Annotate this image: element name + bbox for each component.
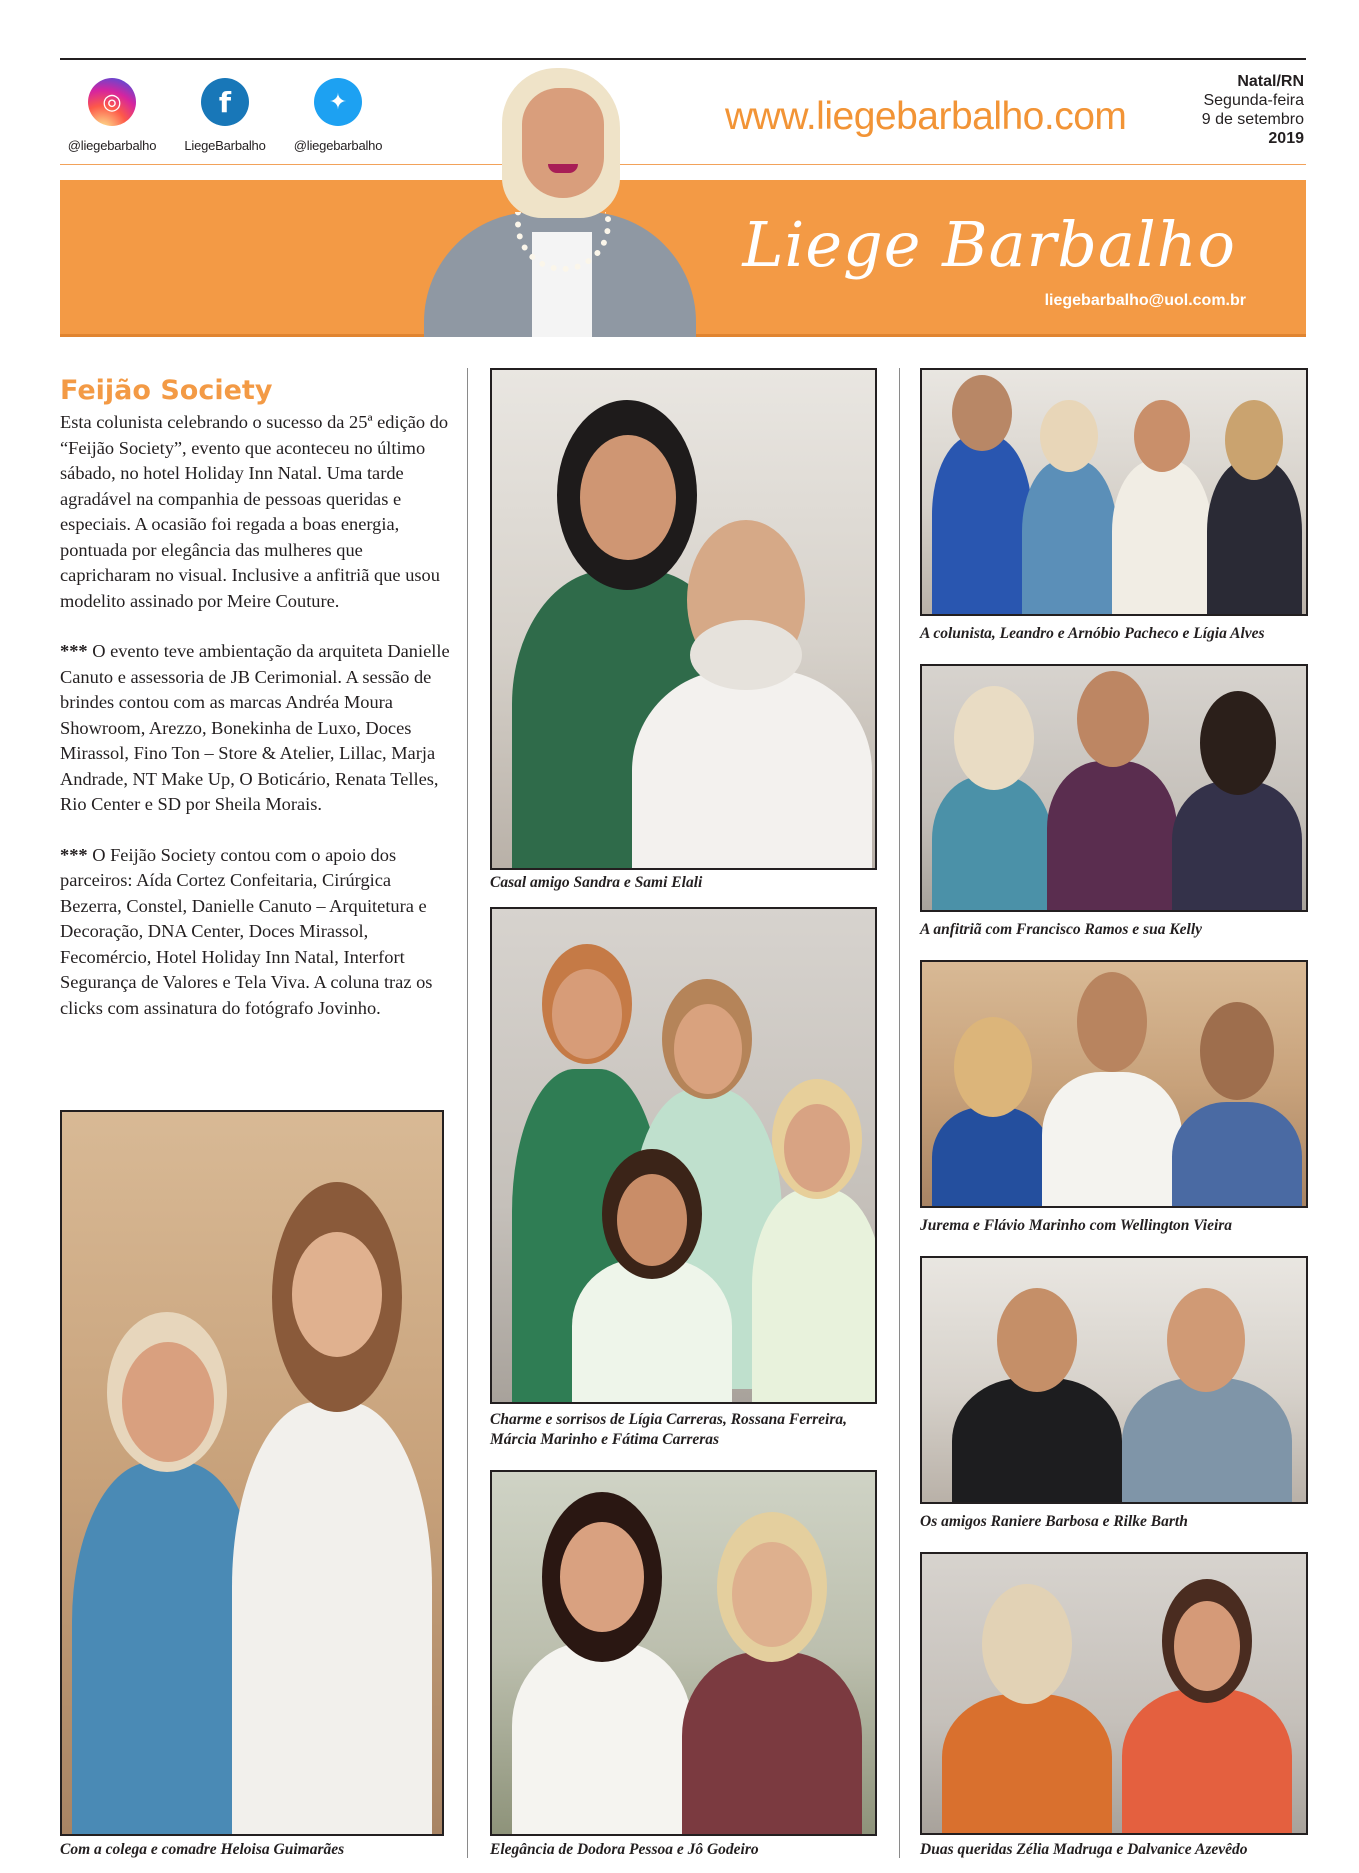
caption-raniere: Os amigos Raniere Barbosa e Rilke Barth bbox=[920, 1513, 1188, 1530]
photo-jurema bbox=[920, 960, 1308, 1208]
photo-charme bbox=[490, 907, 877, 1404]
caption-dodora: Elegância de Dodora Pessoa e Jô Godeiro bbox=[490, 1841, 759, 1858]
caption-jurema: Jurema e Flávio Marinho com Wellington Vieira bbox=[920, 1217, 1233, 1234]
caption-charme: Charme e sorrisos de Lígia Carreras, Rossana Ferreira, Márcia Marinho e Fátima Carreras bbox=[490, 1411, 847, 1448]
photo-colunista bbox=[920, 368, 1308, 616]
photo-dodora bbox=[490, 1470, 877, 1836]
article-paragraph: Esta colunista celebrando o sucesso da 25ª edição do “Feijão Society”, evento que aconteceu no último sábado, no hotel Holiday Inn Natal. Uma tarde agradável na companhia de pessoas queridas e especiais. A ocasião foi regada a boas energia, pontuada por elegância das mulheres que capricharam no visual. Inclusive a anfitriã que usou modelito assinado por Meire Couture. bbox=[60, 412, 449, 611]
instagram-link[interactable] bbox=[52, 78, 172, 153]
stars-marker: *** bbox=[60, 844, 88, 865]
photo-zelia bbox=[920, 1552, 1308, 1835]
caption-heloisa: Com a colega e comadre Heloisa Guimarães bbox=[60, 1841, 345, 1858]
article-paragraph: *** O evento teve ambientação da arquiteta Danielle Canuto e assessoria de JB Cerimonial. A sessão de brindes contou com as marcas Andréa Moura Showroom, Arezzo, Bonekinha de Luxo, Doces Mirassol, Fino Ton – Store & Atelier, Lillac, Marja Andrade, NT Make Up, O Boticário, Renata Telles, Rio Center e SD por Sheila Morais. bbox=[60, 641, 450, 814]
instagram-icon: ◎ bbox=[88, 78, 136, 126]
instagram-handle: @liegebarbalho bbox=[67, 138, 157, 153]
date: 9 de setembro bbox=[1201, 111, 1304, 128]
caption-sandra: Casal amigo Sandra e Sami Elali bbox=[490, 874, 703, 891]
column-title: Liege Barbalho bbox=[742, 208, 1236, 281]
year: 2019 bbox=[1268, 130, 1304, 147]
caption-zelia: Duas queridas Zélia Madruga e Dalvanice Azevêdo bbox=[920, 1841, 1248, 1858]
facebook-handle: LiegeBarbalho bbox=[184, 138, 266, 153]
facebook-link[interactable] bbox=[165, 78, 285, 153]
weekday: Segunda-feira bbox=[1203, 92, 1304, 109]
column-email[interactable]: liegebarbalho@uol.com.br bbox=[1044, 292, 1246, 309]
stars-marker: *** bbox=[60, 641, 88, 661]
twitter-handle: @liegebarbalho bbox=[293, 138, 383, 153]
photo-anfitria bbox=[920, 664, 1308, 912]
article-body bbox=[60, 410, 450, 1046]
photo-heloisa bbox=[60, 1110, 444, 1836]
photo-sandra bbox=[490, 368, 877, 870]
website-link[interactable]: www.liegebarbalho.com bbox=[725, 95, 1127, 138]
city: Natal/RN bbox=[1237, 73, 1304, 90]
article-paragraph: *** O Feijão Society contou com o apoio dos parceiros: Aída Cortez Confeitaria, Cirúrgica Bezerra, Constel, Danielle Canuto – Arquitetura e Decoração, DNA Center, Doces Mirassol, Fecomércio, Hotel Holiday Inn Natal, Interfort Segurança de Valores e Tela Viva. A coluna traz os clicks com assinatura do fotógrafo Jovinho. bbox=[60, 844, 433, 1018]
caption-colunista: A colunista, Leandro e Arnóbio Pacheco e Lígia Alves bbox=[920, 625, 1265, 642]
photo-raniere bbox=[920, 1256, 1308, 1504]
caption-anfitria: A anfitriã com Francisco Ramos e sua Kelly bbox=[920, 921, 1203, 938]
column-divider-1 bbox=[467, 368, 468, 1858]
twitter-icon: ✦ bbox=[314, 78, 362, 126]
article-title: Feijão Society bbox=[60, 375, 273, 406]
top-rule bbox=[60, 58, 1306, 60]
edition-date bbox=[1202, 72, 1304, 148]
facebook-icon: f bbox=[201, 78, 249, 126]
columnist-portrait bbox=[420, 62, 700, 337]
twitter-link[interactable] bbox=[278, 78, 398, 153]
column-divider-2 bbox=[899, 368, 900, 1858]
